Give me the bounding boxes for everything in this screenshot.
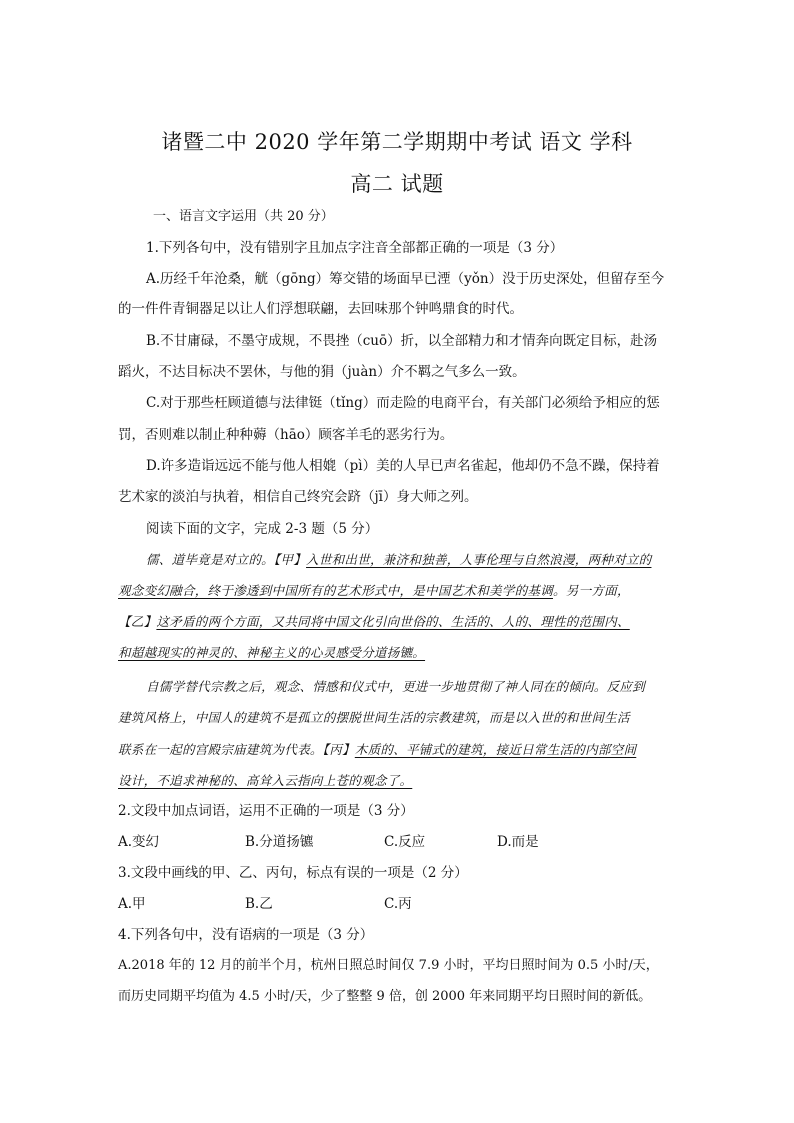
page-subtitle: 高二 试题: [350, 172, 444, 196]
question-2-option-a: A.变幻: [118, 834, 160, 850]
question-1-option-a: A.历经千年沧桑，觥（gōng）筹交错的场面早已湮（yǒn）没于历史深处，但留存至今: [146, 271, 665, 287]
question-3-option-c: C.丙: [384, 896, 412, 912]
mark-yi: 【乙】: [118, 614, 157, 629]
question-4-option-a-cont: 而历史同期平均值为 4.5 小时/天，少了整整 9 倍，创 2000 年来同期平均日照时间的新低。: [118, 989, 652, 1004]
question-2-option-d: D.而是: [497, 834, 539, 850]
question-1-option-c: C.对于那些枉顾道德与法律铤（tǐng）而走险的电商平台，有关部门必须给予相应的惩: [146, 395, 660, 411]
passage-p2-line3: [118, 740, 683, 760]
question-1-option-d: D.许多造诣远远不能与他人相媲（pì）美的人早已声名雀起，他却仍不急不躁，保持着: [146, 458, 660, 474]
mark-jia: 【甲】: [273, 552, 307, 567]
question-1-option-c-cont: 罚，否则难以制止种种薅（hāo）顾客羊毛的恶劣行为。: [118, 427, 454, 443]
question-2-option-c: C.反应: [384, 834, 426, 850]
question-3-option-b: B.乙: [245, 896, 273, 912]
underlined-sentence-jia-cont: 观念变幻融合，终于渗透到中国所有的艺术形式中，是中国艺术和美学的基调: [118, 583, 553, 598]
question-2-option-b: B.分道扬镳: [245, 834, 314, 850]
reading-intro: 阅读下面的文字，完成 2-3 题（5 分）: [146, 521, 379, 537]
section-heading: 一、语言文字运用（共 20 分）: [153, 209, 334, 224]
passage-p1-line4: [118, 643, 683, 663]
question-2-stem: 2.文段中加点词语，运用不正确的一项是（3 分）: [118, 803, 414, 819]
passage-text: 。另一方面，: [553, 583, 630, 598]
question-4-option-a: A.2018 年的 12 月的前半个月，杭州日照总时间仅 7.9 小时，平均日照时间为 0.5 小时/天，: [118, 958, 659, 973]
passage-text: 联系在一起的宫殿宗庙建筑为代表。: [118, 742, 323, 757]
passage-p2-line1: 自儒学替代宗教之后，观念、情感和仪式中，更进一步地贯彻了神人同在的倾向。反应到: [146, 679, 645, 694]
underlined-sentence-jia: 入世和出世，兼济和独善，人事伦理与自然浪漫，两种对立的: [306, 552, 652, 567]
mark-bing: 【丙】: [322, 742, 355, 757]
passage-p2-line4: [118, 771, 683, 791]
underlined-sentence-bing-cont: 设计，不追求神秘的、高耸入云指向上苍的观念了。: [118, 773, 413, 788]
question-4-stem: 4.下列各句中，没有语病的一项是（3 分）: [118, 927, 374, 943]
question-1-option-a-cont: 的一件件青铜器足以让人们浮想联翩，去回味那个钟鸣鼎食的时代。: [118, 301, 523, 317]
underlined-sentence-bing: 木质的、平铺式的建筑，接近日常生活的内部空间: [354, 742, 637, 757]
underlined-sentence-yi-cont: 和超越现实的神灵的、神秘主义的心灵感受分道扬镳。: [118, 645, 426, 660]
question-1-option-b-cont: 蹈火，不达目标决不罢休，与他的狷（juàn）介不羁之气多么一致。: [118, 364, 526, 380]
underlined-sentence-yi: 这矛盾的两个方面，又共同将中国文化引向世俗的、生活的、人的、理性的范围内、: [156, 614, 630, 629]
passage-p1-line3: [118, 612, 683, 632]
question-3-option-a: A.甲: [118, 896, 146, 912]
question-1-option-b: B.不甘庸碌，不墨守成规，不畏挫（cuō）折，以全部精力和才情奔向既定目标，赴汤: [146, 333, 658, 349]
passage-p1-line1: [146, 550, 711, 570]
question-1-option-d-cont: 艺术家的淡泊与执着，相信自己终究会跻（jī）身大师之列。: [118, 489, 478, 505]
question-3-stem: 3.文段中画线的甲、乙、丙句，标点有误的一项是（2 分）: [118, 865, 468, 881]
question-1-stem: 1.下列各句中，没有错别字且加点字注音全部都正确的一项是（3 分）: [146, 240, 564, 256]
passage-text: 儒、道毕竟是对立的。: [146, 552, 274, 567]
page-title: 诸暨二中 2020 学年第二学期期中考试 语文 学科: [161, 130, 633, 154]
passage-p2-line2: 建筑风格上，中国人的建筑不是孤立的摆脱世间生活的宗教建筑，而是以入世的和世间生活: [118, 710, 630, 725]
passage-p1-line2: [118, 581, 683, 601]
